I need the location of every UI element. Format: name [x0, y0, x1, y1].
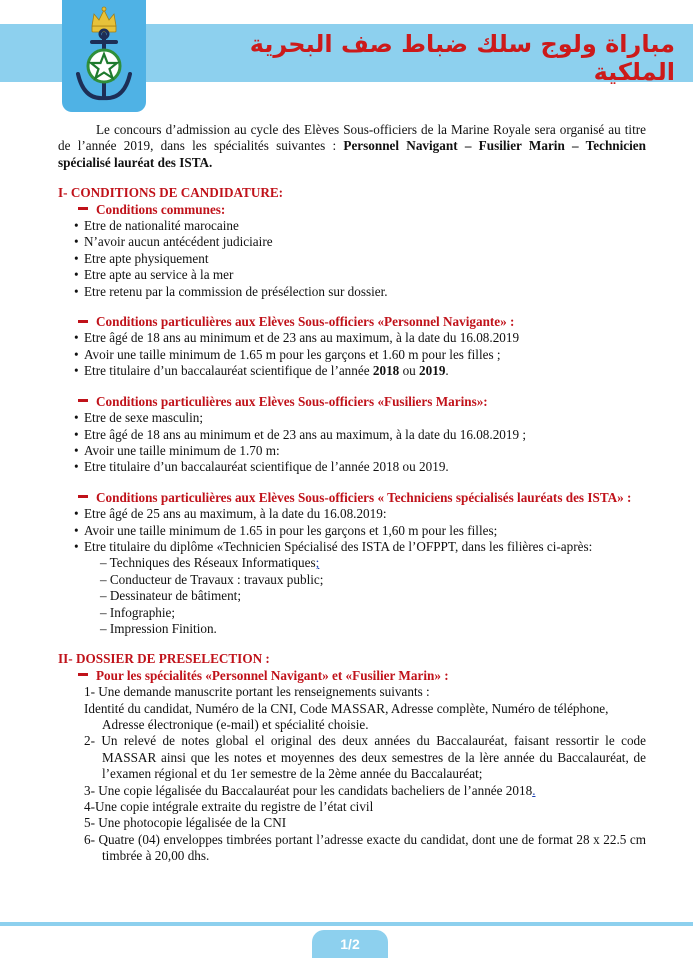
- filieres-list: [58, 555, 646, 637]
- common-conditions-list: [58, 218, 646, 300]
- section-2-title: II- DOSSIER DE PRESELECTION :: [58, 651, 270, 667]
- list-item: • Etre apte physiquement: [74, 251, 646, 267]
- list-item: • Etre titulaire d’un baccalauréat scientifique de l’année 2018 ou 2019.: [74, 459, 646, 475]
- intro-specialities: Personnel Navigant – Fusilier Marin – Technicien spécialisé lauréat des ISTA.: [58, 138, 646, 170]
- dossier-subtitle-label: Pour les spécialités «Personnel Navigant» et «Fusilier Marin» :: [96, 667, 449, 683]
- navigant-conditions-label: Conditions particulières aux Elèves Sous-officiers «Personnel Navigante» :: [96, 314, 515, 330]
- emblem-box: [62, 0, 146, 112]
- list-item: • Avoir une taille minimum de 1.65 m pour les garçons et 1.60 m pour les filles ;: [74, 347, 646, 363]
- dossier-item-3: [58, 783, 646, 799]
- dossier-item-2: 2- Un relevé de notes global el original des deux années du Baccalauréat, faisant ressortir le code MASSAR ainsi que les notes et moyennes des deux semestres de la lère année du Baccalauréat, de l’examen régional et du 1er semestre de la 2ème année du Baccalauréat;: [84, 733, 646, 782]
- fusiliers-conditions-label: Conditions particulières aux Elèves Sous-officiers «Fusiliers Marins»:: [96, 393, 488, 409]
- list-item: [74, 363, 646, 379]
- dash-marker: [78, 320, 88, 323]
- page-title: مباراة ولوج سلك ضباط صف البحرية الملكية: [249, 30, 675, 86]
- list-item: • Avoir une taille minimum de 1.70 m:: [74, 443, 646, 459]
- filiere-item: – Dessinateur de bâtiment;: [100, 588, 241, 604]
- dossier-item-3-suffix: .: [532, 782, 536, 798]
- dossier-item-1-detail-2: Adresse électronique (e-mail) et spécialité choisie.: [102, 717, 369, 732]
- fusiliers-conditions-list: [58, 410, 646, 476]
- dossier-item-1-detail: Identité du candidat, Numéro de la CNI, Code MASSAR, Adresse complète, Numéro de téléphone,: [84, 700, 609, 716]
- filiere-item: [100, 555, 646, 571]
- list-item: • Etre apte au service à la mer: [74, 267, 646, 283]
- filiere-suffix: ;: [315, 555, 320, 571]
- year-2018: 2018: [372, 363, 400, 379]
- common-conditions-title: [58, 202, 646, 218]
- filiere-item: – Conducteur de Travaux : travaux public;: [100, 571, 324, 587]
- text-fragment: .: [445, 363, 449, 379]
- dossier-item-6: 6- Quatre (04) enveloppes timbrées portant l’adresse exacte du candidat, dont une de format 28 x 22.5 cm timbrée à 20,00 dhs.: [84, 831, 646, 864]
- list-item: • Etre de sexe masculin;: [74, 410, 646, 426]
- dossier-item-1: 1- Une demande manuscrite portant les renseignements suivants :: [84, 684, 430, 700]
- techniciens-conditions-list: [58, 506, 646, 555]
- document-body: [58, 122, 646, 865]
- list-item: • Avoir une taille minimum de 1.65 in pour les garçons et 1,60 m pour les filles;: [74, 523, 646, 539]
- page-number: 1/2: [312, 930, 388, 958]
- navigant-conditions-title: [58, 314, 646, 330]
- intro-text: Le concours d’admission au cycle des Elèves Sous-officiers de la Marine Royale sera organisé au titre de l’année 2019, dans les spécialités suivantes :: [58, 122, 646, 154]
- list-item: • Etre retenu par la commission de présélection sur dossier.: [74, 284, 646, 300]
- dash-marker: [78, 207, 88, 210]
- list-item: • Etre âgé de 25 ans au maximum, à la date du 16.08.2019:: [74, 506, 646, 522]
- year-2019: 2019: [419, 363, 446, 379]
- list-item: • Etre âgé de 18 ans au minimum et de 23 ans au maximum, à la date du 16.08.2019: [74, 330, 646, 346]
- dossier-item-4: 4-Une copie intégrale extraite du registre de l’état civil: [84, 799, 374, 815]
- dash-marker: [78, 495, 88, 498]
- list-item: • Etre titulaire du diplôme «Technicien Spécialisé des ISTA de l’OFPPT, dans les filières ci-après:: [74, 539, 646, 555]
- intro-paragraph: [58, 122, 646, 171]
- filiere-label: – Techniques des Réseaux Informatiques: [100, 555, 316, 571]
- techniciens-conditions-title: [58, 490, 646, 506]
- footer-bar: [0, 922, 693, 926]
- text-fragment: ou: [399, 363, 420, 379]
- dossier-item-3-text: 3- Une copie légalisée du Baccalauréat pour les candidats bacheliers de l’année 2018: [84, 782, 533, 798]
- common-conditions-label: Conditions communes:: [96, 201, 226, 217]
- dash-marker: [78, 399, 88, 402]
- text-fragment: Etre titulaire d’un baccalauréat scientifique de l’année: [84, 363, 373, 379]
- list-item: • Etre âgé de 18 ans au minimum et de 23 ans au maximum, à la date du 16.08.2019 ;: [74, 427, 646, 443]
- navigant-conditions-list: [58, 330, 646, 379]
- section-1-title: I- CONDITIONS DE CANDIDATURE:: [58, 185, 284, 201]
- list-item: • Etre de nationalité marocaine: [74, 218, 646, 234]
- dash-marker: [78, 673, 88, 676]
- dossier-subtitle: [58, 668, 646, 684]
- techniciens-conditions-label: Conditions particulières aux Elèves Sous-officiers « Techniciens spécialisés lauréats des ISTA» :: [96, 489, 632, 505]
- royal-navy-emblem-icon: [62, 0, 146, 112]
- dossier-item-5: 5- Une photocopie légalisée de la CNI: [84, 815, 287, 831]
- fusiliers-conditions-title: [58, 394, 646, 410]
- filiere-item: – Impression Finition.: [100, 620, 217, 636]
- list-item: • N’avoir aucun antécédent judiciaire: [74, 234, 646, 250]
- filiere-item: – Infographie;: [100, 604, 176, 620]
